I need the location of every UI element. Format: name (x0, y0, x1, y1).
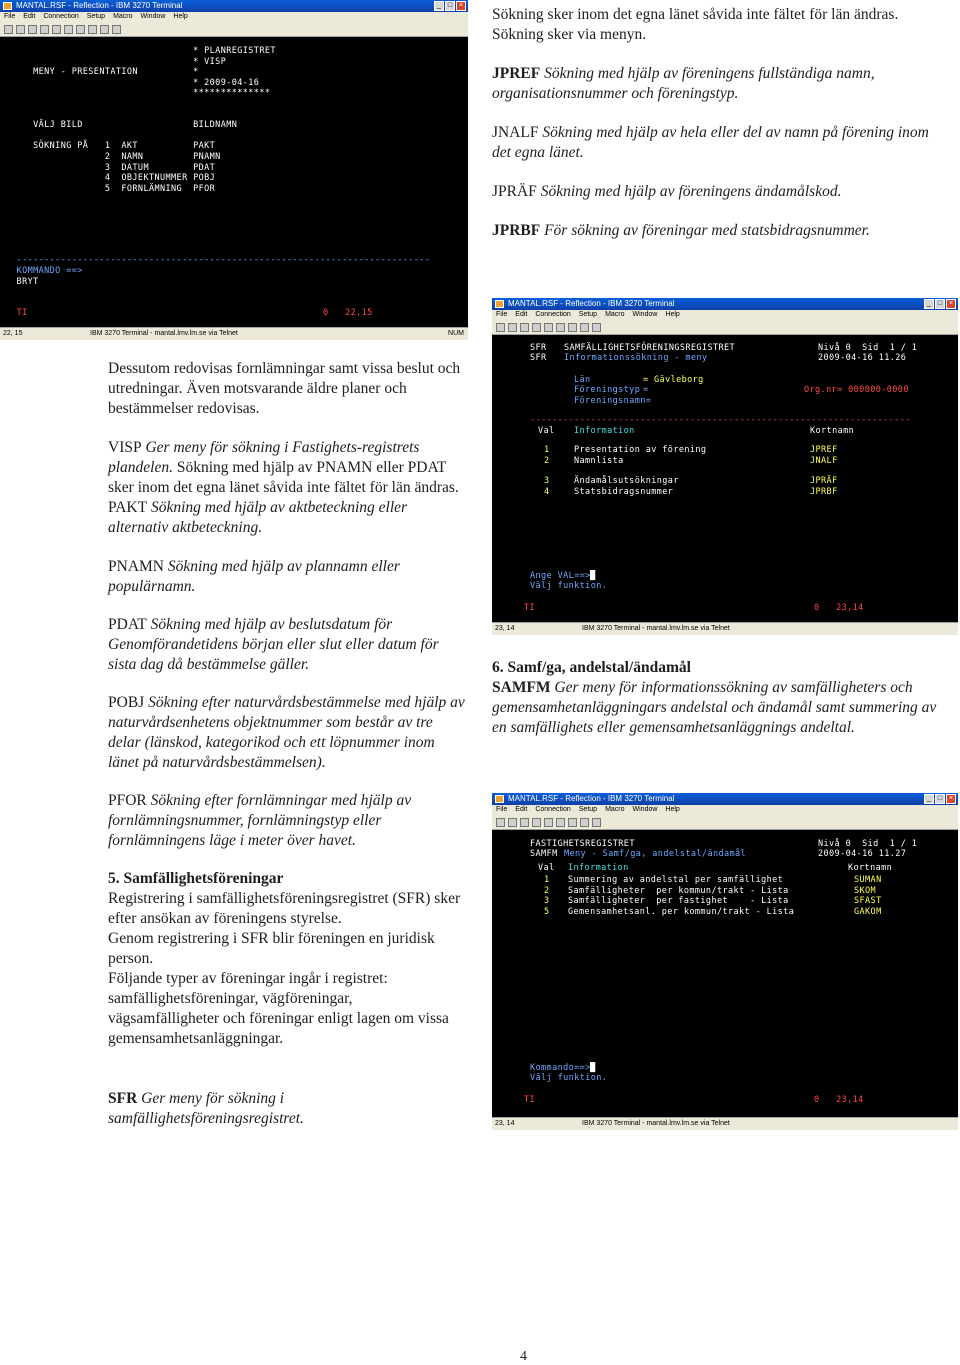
toolbar-new-icon[interactable] (496, 818, 505, 827)
status-cursor: 22, 15 (3, 330, 23, 337)
right-column-text (492, 658, 947, 738)
option-label: Gemensamhetsanl. per kommun/trakt - Lista (568, 906, 795, 917)
toolbar-paste-icon[interactable] (568, 323, 577, 332)
minimize-button[interactable]: _ (434, 1, 444, 11)
pnamn-desc: PNAMN Sökning med hjälp av plannamn eller populärnamn. (108, 558, 400, 595)
screen-code-2: SFR (530, 353, 547, 363)
option-label: Ändamålsutsökningar (574, 476, 679, 486)
foreningsnamn-field[interactable]: Föreningsnamn= (574, 396, 652, 406)
col-header-val: Val (538, 863, 555, 873)
terminal-screen[interactable] (492, 830, 958, 1117)
option-shortname: GAKOM (854, 906, 882, 917)
choose-function: Välj funktion. (530, 581, 608, 591)
foreningstyp-label: Föreningstyp (574, 385, 641, 395)
menu-setup[interactable]: Setup (578, 806, 598, 813)
val-input[interactable]: Ange VAL==> (530, 571, 591, 581)
option-label: Summering av andelstal per samfällighet (568, 875, 784, 885)
toolbar-connect-icon[interactable] (580, 818, 589, 827)
toolbar-save-icon[interactable] (520, 323, 529, 332)
menu-connection[interactable]: Connection (43, 13, 79, 20)
terminal-line: 5 FORNLÄMNING PFOR (0, 183, 216, 194)
status-connection: IBM 3270 Terminal - mantal.lmv.lm.se via Telnet (582, 625, 730, 632)
ti-indicator: TI (0, 308, 28, 318)
menu-edit[interactable]: Edit (515, 311, 528, 318)
toolbar-help-icon[interactable] (592, 323, 601, 332)
ti-indicator: TI (524, 1095, 536, 1105)
foreningstyp-field[interactable]: = (643, 385, 649, 395)
terminal-screen[interactable] (0, 37, 468, 327)
window-titlebar (492, 793, 958, 805)
separator-line: --------------------------------------------------------------------------- (0, 255, 431, 265)
terminal-line: 2 NAMN PNAMN (0, 152, 221, 162)
terminal-line: 3 DATUM PDAT (0, 162, 216, 173)
menu-connection[interactable]: Connection (535, 311, 571, 318)
status-num: NUM (448, 330, 464, 337)
col-header-kortnamn: Kortnamn (810, 426, 855, 436)
page-number: 4 (520, 1349, 527, 1364)
menu-edit[interactable]: Edit (515, 806, 528, 813)
window-title: MANTAL.RSF - Reflection - IBM 3270 Terminal (16, 1, 183, 10)
terminal-line: 4 OBJEKTNUMMER POBJ (0, 173, 216, 184)
terminal-line: SÖKNING PÅ 1 AKT PAKT (0, 141, 216, 152)
terminal-screen[interactable] (492, 335, 958, 622)
menu-file[interactable]: File (496, 311, 508, 318)
close-button[interactable]: × (946, 794, 956, 804)
minimize-button[interactable]: _ (924, 299, 934, 309)
toolbar-cut-icon[interactable] (544, 818, 553, 827)
screen-code-1: SFR (530, 343, 547, 353)
toolbar-new-icon[interactable] (4, 25, 13, 34)
app-icon (495, 300, 504, 308)
menu-connection[interactable]: Connection (535, 806, 571, 813)
pakt-desc: PAKT Sökning med hjälp av aktbeteckning eller alternativ aktbeteckning. (108, 499, 408, 536)
option-shortname: JPRBF (810, 486, 838, 497)
option-number[interactable]: 2 (544, 885, 550, 896)
option-label: Namnlista (574, 455, 624, 466)
pobj-desc: POBJ Sökning efter naturvårdsbestämmelse med hjälp av naturvårdsenhetens objektnummer som består av tre delar (länskod, kategorikod och ett löpnummer inom länet på naturvårdsbestämmelsen). (108, 694, 465, 771)
toolbar-cut-icon[interactable] (544, 323, 553, 332)
terminal-window-samfm-menu (492, 793, 958, 1130)
ti-indicator: TI (524, 603, 536, 613)
choose-function: Välj funktion. (530, 1073, 608, 1083)
toolbar-new-icon[interactable] (496, 323, 505, 332)
terminal-line: * PLANREGISTRET (0, 46, 276, 56)
toolbar-copy-icon[interactable] (556, 323, 565, 332)
menu-help[interactable]: Help (665, 311, 680, 318)
status-cursor: 23, 14 (495, 625, 515, 632)
menu-bar (492, 805, 958, 815)
sfr-desc: SFR Ger meny för sökning i samfällighetsföreningsregistret. (108, 1090, 304, 1127)
jpraf-desc: JPRÄF Sökning med hjälp av föreningens ändamålskod. (492, 183, 842, 200)
toolbar-paste-icon[interactable] (76, 25, 85, 34)
terminal-line: * VISP (0, 56, 227, 67)
terminal-line: * 2009-04-16 (0, 77, 260, 88)
section-5-p3: Följande typer av föreningar ingår i registret: samfällighetsföreningar, vägföreningar, vägsamfälligheter och föreningar enligt lagen om vissa gemensamhetsanläggningar. (108, 970, 449, 1047)
option-number[interactable]: 3 (544, 896, 550, 906)
cursor-position: 0 23,14 (814, 1095, 864, 1105)
option-shortname: SUMAN (854, 875, 882, 885)
maximize-button[interactable]: □ (935, 299, 945, 309)
command-input[interactable]: Kommando==> (530, 1063, 591, 1073)
toolbar-connect-icon[interactable] (580, 323, 589, 332)
toolbar-save-icon[interactable] (520, 818, 529, 827)
toolbar (492, 815, 958, 830)
toolbar-disconnect-icon[interactable] (100, 25, 109, 34)
menu-file[interactable]: File (496, 806, 508, 813)
jnalf-desc: JNALF Sökning med hjälp av hela eller del av namn på förening inom det egna länet. (492, 124, 929, 161)
maximize-button[interactable]: □ (445, 1, 455, 11)
status-cursor: 23, 14 (495, 1120, 515, 1127)
col-header-val: Val (538, 426, 555, 436)
app-icon (495, 795, 504, 803)
toolbar-paste-icon[interactable] (568, 818, 577, 827)
option-label: Statsbidragsnummer (574, 486, 674, 497)
lan-field[interactable]: = Gävleborg (643, 375, 704, 385)
toolbar-open-icon[interactable] (508, 323, 517, 332)
menu-macro[interactable]: Macro (605, 806, 625, 813)
menu-setup[interactable]: Setup (578, 311, 598, 318)
toolbar (492, 320, 958, 335)
separator-line: --------------------------------------------------------------------- (530, 415, 911, 425)
menu-macro[interactable]: Macro (113, 13, 133, 20)
option-shortname: SFAST (854, 896, 882, 906)
org-nr-field[interactable]: Org.nr= 000000-0000 (804, 385, 909, 395)
status-bar (492, 622, 958, 635)
left-column-text (108, 359, 466, 1129)
toolbar-help-icon[interactable] (592, 818, 601, 827)
option-number[interactable]: 5 (544, 906, 550, 917)
window-titlebar (492, 298, 958, 310)
status-connection: IBM 3270 Terminal - mantal.lmv.lm.se via Telnet (582, 1120, 730, 1127)
close-button[interactable]: × (946, 299, 956, 309)
option-shortname: JNALF (810, 455, 838, 466)
window-titlebar (0, 0, 468, 12)
search-note: Sökning sker inom det egna länet såvida inte fältet för län ändras. Sökning sker via menyn. (492, 6, 899, 43)
toolbar-connect-icon[interactable] (88, 25, 97, 34)
status-bar (492, 1117, 958, 1130)
toolbar-cut-icon[interactable] (52, 25, 61, 34)
section-5-p1: Registrering i samfällighetsföreningsregistret (SFR) sker efter ansökan av föreningens styrelse. (108, 890, 461, 927)
cursor-block: █ (590, 571, 596, 581)
screen-subtitle: Meny - Samf/ga, andelstal/ändamål (564, 849, 747, 859)
break-label: BRYT (0, 277, 39, 287)
col-header-kortnamn: Kortnamn (848, 863, 893, 873)
app-icon (3, 2, 12, 10)
level-page: Nivå 0 Sid 1 / 1 (818, 839, 918, 849)
section-5-heading: 5. Samfällighetsföreningar (108, 870, 284, 887)
screen-title: FASTIGHETSREGISTRET (530, 839, 635, 849)
cursor-block: █ (590, 1063, 596, 1073)
jprbf-desc: JPRBF För sökning av föreningar med statsbidragsnummer. (492, 222, 870, 239)
close-button[interactable]: × (456, 1, 466, 11)
lan-label: Län (574, 375, 591, 385)
option-label: Samfälligheter per fastighet - Lista (568, 896, 789, 906)
option-number[interactable]: 4 (544, 486, 550, 497)
terminal-window-sfr-menu (492, 298, 958, 635)
toolbar-copy-icon[interactable] (556, 818, 565, 827)
option-shortname: SKOM (854, 885, 877, 896)
minimize-button[interactable]: _ (924, 794, 934, 804)
option-number[interactable]: 2 (544, 455, 550, 466)
section-5-p2: Genom registrering i SFR blir föreningen en juridisk person. (108, 930, 435, 967)
menu-window[interactable]: Window (140, 13, 166, 20)
menu-file[interactable]: File (4, 13, 16, 20)
level-page: Nivå 0 Sid 1 / 1 (818, 343, 918, 353)
option-label: Presentation av förening (574, 445, 707, 455)
menu-help[interactable]: Help (173, 13, 188, 20)
menu-bar (492, 310, 958, 320)
option-shortname: JPREF (810, 445, 838, 455)
menu-window[interactable]: Window (632, 806, 658, 813)
toolbar-print-icon[interactable] (40, 25, 49, 34)
screen-datetime: 2009-04-16 11.26 (818, 353, 907, 363)
toolbar-open-icon[interactable] (508, 818, 517, 827)
screen-title: SAMFÄLLIGHETSFÖRENINGSREGISTRET (564, 343, 736, 353)
samfm-desc: SAMFM Ger meny för informationssökning av samfälligheters och gemensamhetanläggningars andelstal och ändamål samt summering av en samfällighets eller gemensamhetsanläggnings andeltal. (492, 679, 937, 736)
toolbar-print-icon[interactable] (532, 818, 541, 827)
terminal-window-visp-menu (0, 0, 468, 340)
cursor-position: 0 22,15 (323, 308, 373, 318)
terminal-line: MENY - PRESENTATION * (0, 67, 199, 78)
screen-subtitle: Informationssökning - meny (564, 353, 708, 363)
window-title: MANTAL.RSF - Reflection - IBM 3270 Terminal (508, 299, 675, 308)
terminal-line: ************** (0, 88, 271, 99)
col-header-information: Information (574, 426, 635, 436)
menu-macro[interactable]: Macro (605, 311, 625, 318)
pfor-desc: PFOR Sökning efter fornlämningar med hjälp av fornlämningsnummer, fornlämningstyp eller fornlämningens läge i meter över havet. (108, 792, 412, 849)
menu-help[interactable]: Help (665, 806, 680, 813)
menu-window[interactable]: Window (632, 311, 658, 318)
toolbar-open-icon[interactable] (16, 25, 25, 34)
visp-desc: VISP Ger meny för sökning i Fastighets-registrets plandelen. Sökning med hjälp av PNAMN eller PDAT sker inom det egna länet såvida inte fältet för län ändras. (108, 439, 459, 496)
pdat-desc: PDAT Sökning med hjälp av beslutsdatum för Genomförandetidens början eller slut eller datum för sista dag då bestämmelse gäller. (108, 616, 439, 673)
menu-setup[interactable]: Setup (86, 13, 106, 20)
screen-code: SAMFM (530, 849, 558, 859)
section-6-heading: 6. Samf/ga, andelstal/ändamål (492, 659, 691, 676)
top-right-text (492, 5, 947, 241)
dessutom-paragraph: Dessutom redovisas fornlämningar samt vissa beslut och utredningar. Även motsvarande äldre planer och bestämmelser redovisas. (108, 360, 461, 417)
status-bar (0, 327, 468, 340)
menu-bar (0, 12, 468, 22)
window-title: MANTAL.RSF - Reflection - IBM 3270 Terminal (508, 794, 675, 803)
option-number[interactable]: 3 (544, 476, 550, 486)
status-connection: IBM 3270 Terminal - mantal.lmv.lm.se via Telnet (90, 330, 238, 337)
screen-datetime: 2009-04-16 11.27 (818, 849, 907, 859)
terminal-line: VÄLJ BILD BILDNAMN (0, 120, 238, 131)
option-number[interactable]: 1 (544, 445, 550, 455)
toolbar-save-icon[interactable] (28, 25, 37, 34)
menu-edit[interactable]: Edit (23, 13, 36, 20)
col-header-information: Information (568, 863, 629, 873)
option-number[interactable]: 1 (544, 875, 550, 885)
option-shortname: JPRÄF (810, 476, 838, 486)
maximize-button[interactable]: □ (935, 794, 945, 804)
cursor-position: 0 23,14 (814, 603, 864, 613)
toolbar-copy-icon[interactable] (64, 25, 73, 34)
toolbar-print-icon[interactable] (532, 323, 541, 332)
toolbar-help-icon[interactable] (112, 25, 121, 34)
jpref-desc: JPREF Sökning med hjälp av föreningens fullständiga namn, organisationsnummer och föreningstyp. (492, 65, 875, 102)
option-label: Samfälligheter per kommun/trakt - Lista (568, 885, 789, 896)
toolbar (0, 22, 468, 37)
command-prompt[interactable]: KOMMANDO ==> (0, 266, 83, 276)
